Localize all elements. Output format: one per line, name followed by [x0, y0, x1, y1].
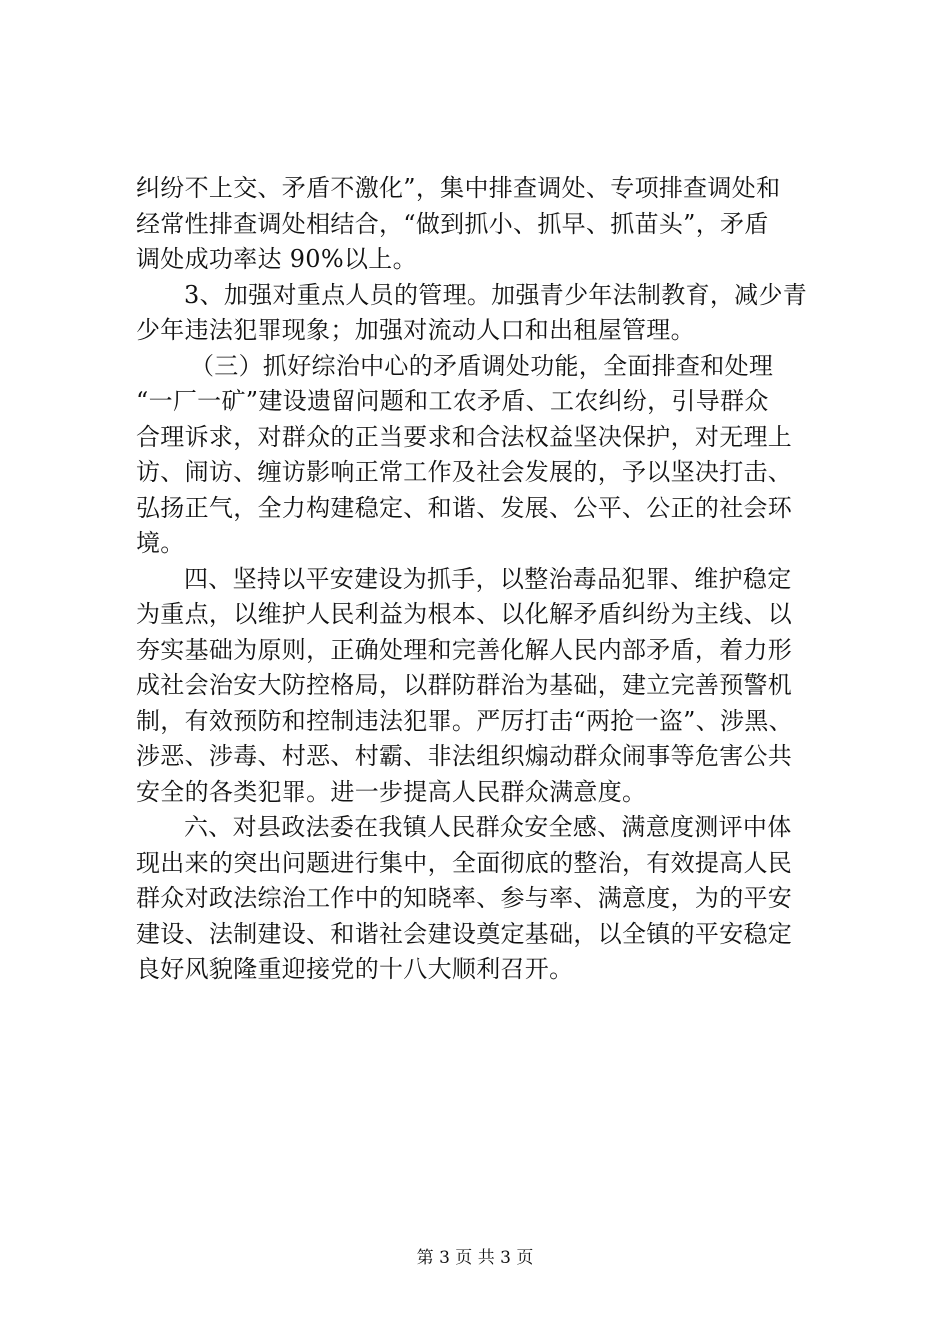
page-number: 第 3 页 共 3 页 [416, 1248, 534, 1268]
page-footer [0, 1243, 950, 1268]
text-line: 访、闹访、缠访影响正常工作及社会发展的，予以坚决打击、 [136, 458, 793, 486]
text-line: 建设、法制建设、和谐社会建设奠定基础，以全镇的平安稳定 [136, 919, 793, 948]
text-line: 群众对政法综治工作中的知晓率、参与率、满意度，为的平安 [136, 884, 793, 912]
document-body [136, 171, 836, 988]
text-line: 为重点，以维护人民利益为根本、以化解矛盾纠纷为主线、以 [136, 600, 793, 628]
text-line: 调处成功率达 90%以上。 [136, 245, 417, 273]
text-line: 弘扬正气，全力构建稳定、和谐、发展、公平、公正的社会环 [136, 493, 793, 522]
text-line: 少年违法犯罪现象；加强对流动人口和出租屋管理。 [136, 316, 695, 344]
text-line: 现出来的突出问题进行集中，全面彻底的整治，有效提高人民 [136, 848, 793, 877]
text-line: 经常性排查调处相结合，“做到抓小、抓早、抓苗头”，矛盾 [136, 209, 769, 238]
text-line: 制，有效预防和控制违法犯罪。严厉打击“两抢一盗”、涉黑、 [136, 706, 793, 735]
text-line: 3、加强对重点人员的管理。加强青少年法制教育，减少青 [184, 280, 808, 309]
text-line: 涉恶、涉毒、村恶、村霸、非法组织煽动群众闹事等危害公共 [136, 742, 793, 770]
text-line: （三）抓好综治中心的矛盾调处功能，全面排查和处理 [190, 351, 774, 380]
text-line: 纠纷不上交、矛盾不激化”，集中排查调处、专项排查调处和 [136, 174, 781, 202]
text-line: 良好风貌隆重迎接党的十八大顺利召开。 [136, 955, 574, 983]
text-line: 夯实基础为原则，正确处理和完善化解人民内部矛盾，着力形 [136, 635, 793, 664]
text-line: 境。 [136, 529, 185, 557]
text-line: 安全的各类犯罪。进一步提高人民群众满意度。 [136, 777, 647, 806]
text-line: 六、对县政法委在我镇人民群众安全感、满意度测评中体 [184, 813, 792, 841]
text-line: 成社会治安大防控格局，以群防群治为基础，建立完善预警机 [136, 671, 793, 699]
text-line: 合理诉求，对群众的正当要求和合法权益坚决保护，对无理上 [136, 422, 793, 451]
text-line: “一厂一矿”建设遗留问题和工农矛盾、工农纠纷，引导群众 [136, 387, 769, 415]
text-line: 四、坚持以平安建设为抓手，以整治毒品犯罪、维护稳定 [184, 564, 792, 593]
